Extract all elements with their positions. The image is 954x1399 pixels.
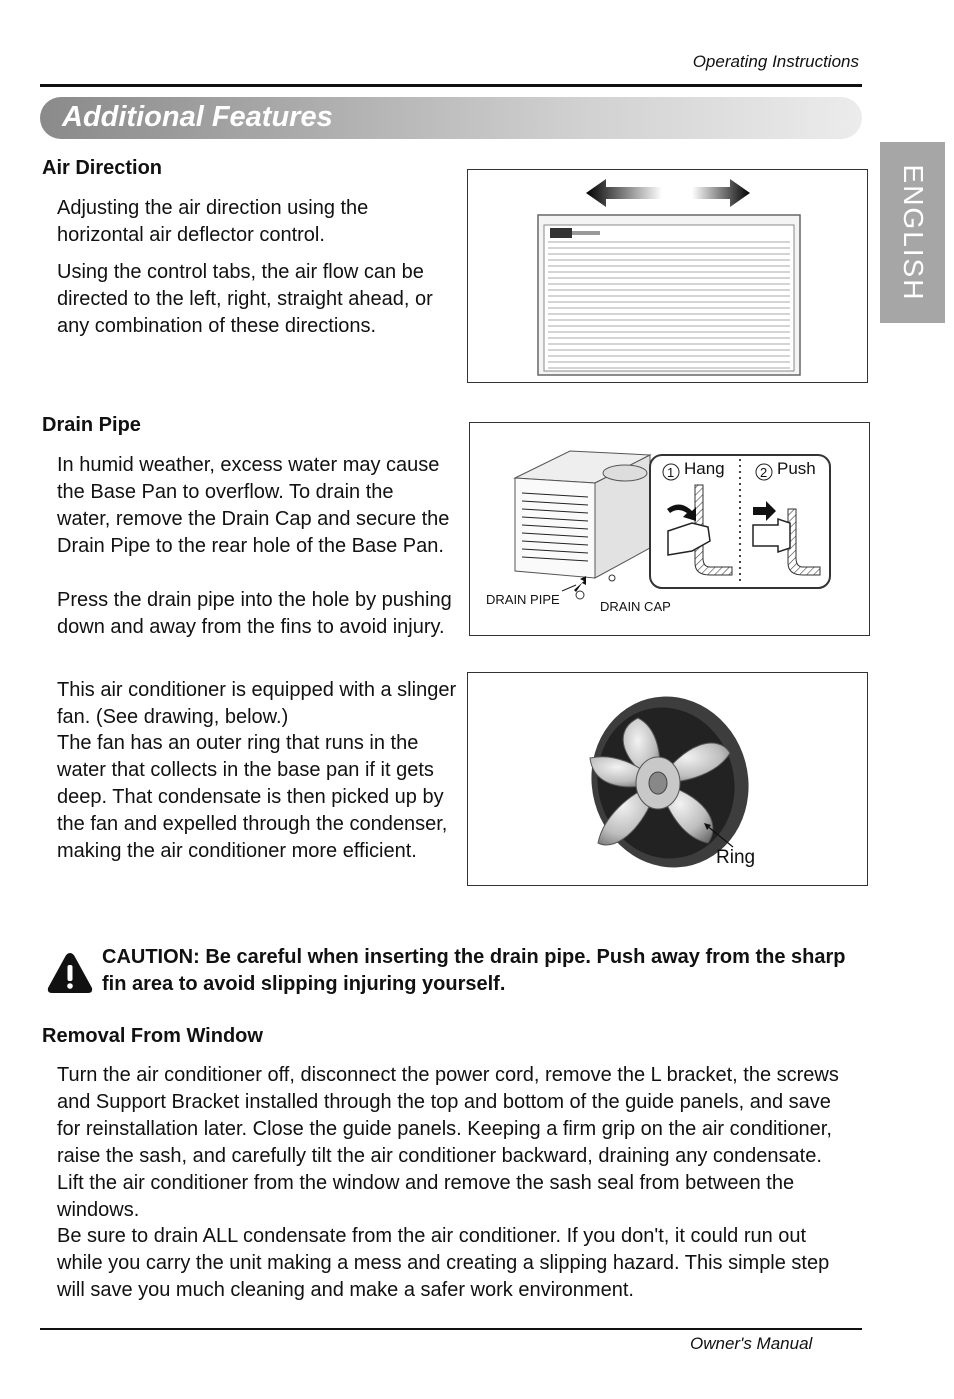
drain-pipe-label: DRAIN PIPE <box>486 592 560 607</box>
air-conditioner-front-illustration <box>468 170 867 382</box>
step1-number: 1 <box>667 465 675 480</box>
page-footer-label: Owner's Manual <box>690 1334 813 1353</box>
caution-text: CAUTION: Be careful when inserting the drain pipe. Push away from the sharp fin area to avoid slipping injuring yourself. <box>102 946 846 995</box>
slinger-paragraph-2: The fan has an outer ring that runs in the water that collects in the base pan if it gets deep. That condensate is then picked up by the fan and expelled through the condenser, making the air conditioner more efficient. <box>57 732 448 862</box>
step2-label: Push <box>777 459 816 478</box>
drain-pipe-paragraph-1: In humid weather, excess water may cause the Base Pan to overflow. To drain the water, remove the Drain Cap and secure the Drain Pipe to the rear hole of the Base Pan. <box>57 454 450 557</box>
air-direction-paragraph-1: Adjusting the air direction using the horizontal air deflector control. <box>57 197 369 246</box>
page-header-section: Operating Instructions <box>692 52 859 71</box>
drain-arrow-icon <box>574 576 586 592</box>
left-arrow-icon <box>586 179 662 207</box>
drain-pipe-figure <box>469 422 870 636</box>
section-banner <box>40 97 862 139</box>
removal-paragraph-2: Be sure to drain ALL condensate from the air conditioner. If you don't, it could run out while you carry the unit making a mess and creating a slipping hazard. This simple step will save you much cleaning and make a safer work environment. <box>57 1225 830 1301</box>
air-direction-paragraph-2: Using the control tabs, the air flow can be directed to the left, right, straight ahead, or any combination of these directions. <box>57 261 433 337</box>
bottom-rule <box>40 1328 862 1330</box>
air-conditioner-rear-illustration <box>515 451 650 578</box>
step2-number: 2 <box>760 465 768 480</box>
drain-pipe-heading: Drain Pipe <box>42 414 141 436</box>
slinger-fan-figure <box>467 672 868 886</box>
ring-label: Ring <box>716 847 756 868</box>
air-direction-heading: Air Direction <box>42 157 163 179</box>
air-direction-figure <box>467 169 868 383</box>
language-tab-label: ENGLISH <box>897 164 929 301</box>
drain-pipe-paragraph-2: Press the drain pipe into the hole by pushing down and away from the fins to avoid injury. <box>57 589 452 638</box>
language-side-tab <box>880 142 945 323</box>
top-rule <box>40 84 862 87</box>
drain-pipe-illustration <box>470 423 869 635</box>
slinger-paragraph-1: This air conditioner is equipped with a slinger fan. (See drawing, below.) <box>57 679 457 728</box>
caution-warning-icon <box>46 950 94 996</box>
step1-label: Hang <box>684 459 725 478</box>
slinger-fan-illustration <box>468 673 867 885</box>
banner-title: Additional Features <box>62 101 333 133</box>
removal-heading: Removal From Window <box>42 1025 263 1047</box>
right-arrow-icon <box>692 179 750 207</box>
removal-paragraph-1: Turn the air conditioner off, disconnect the power cord, remove the L bracket, the screws and Support Bracket installed through the top and bottom of the guide panels, and save for reinstallation later. Close the guide panels. Keeping a firm grip on the air conditioner, raise the sash, and carefully tilt the air conditioner backward, draining any condensate. Lift the air conditioner from the window and remove the sash seal from between the windows. <box>57 1064 839 1221</box>
drain-cap-label: DRAIN CAP <box>600 599 671 614</box>
